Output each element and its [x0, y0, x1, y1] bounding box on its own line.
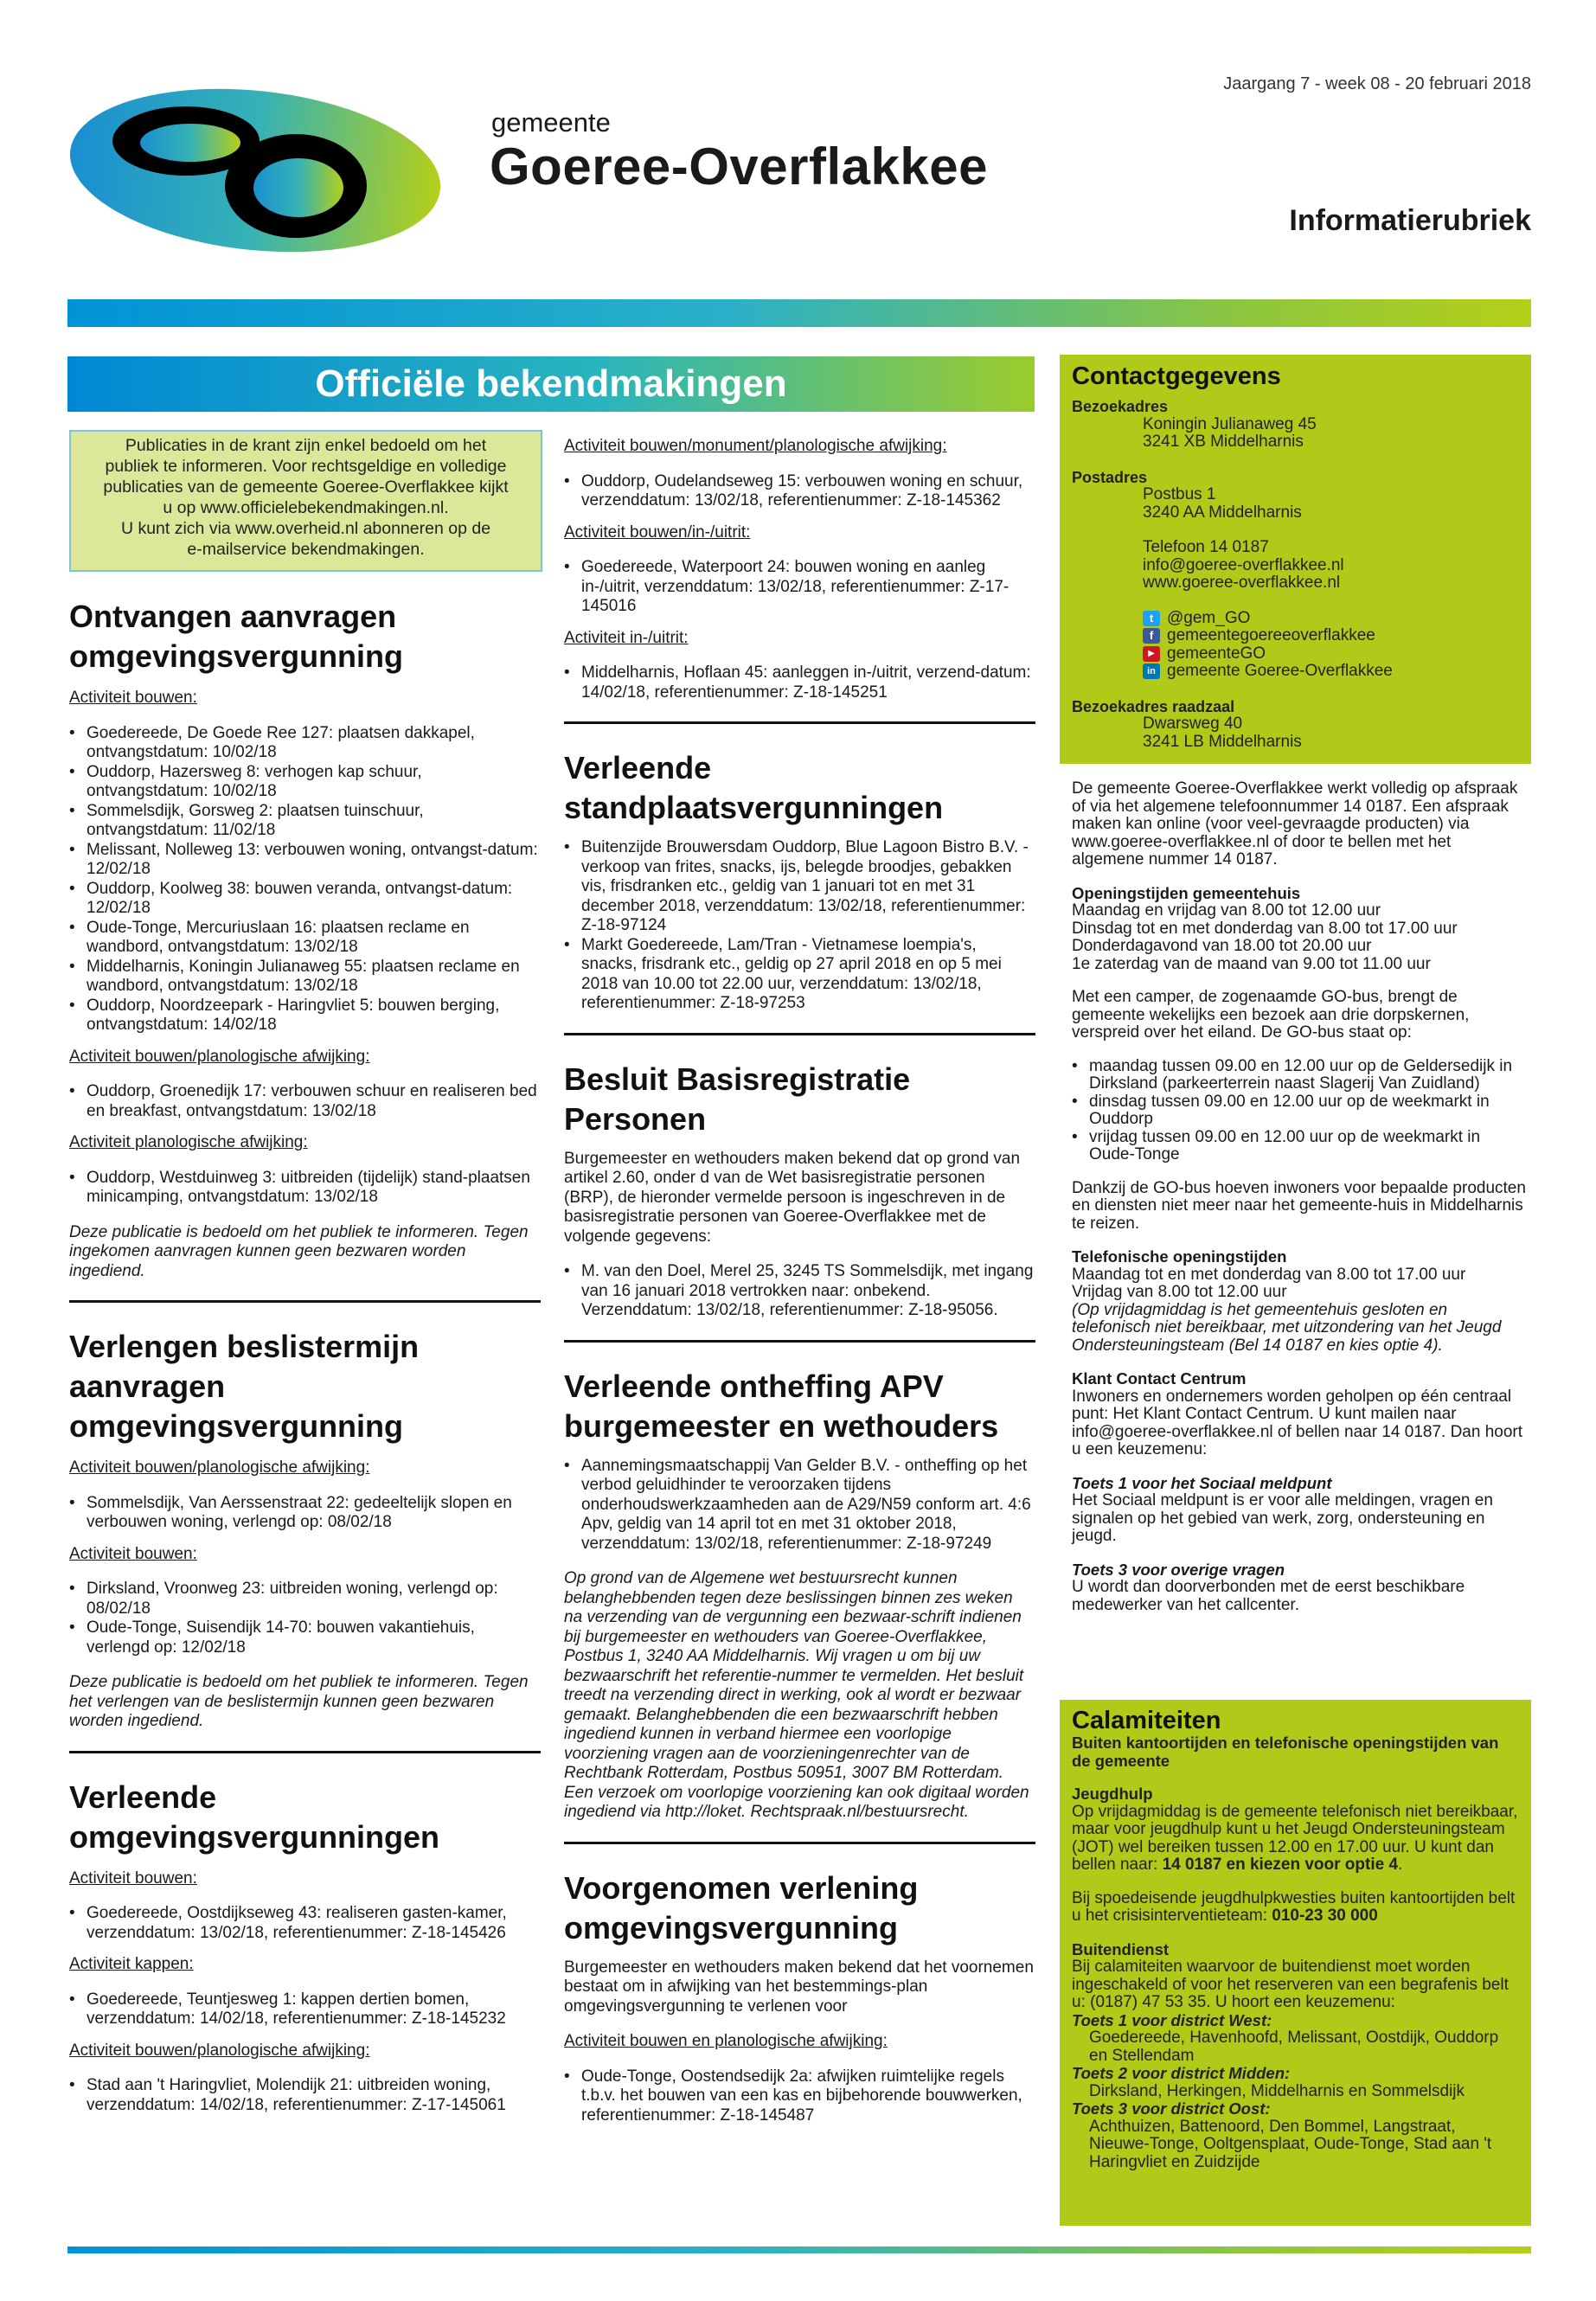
youtube-icon: ▶ [1143, 646, 1160, 662]
list-item: • Goedereede, Waterpoort 24: bouwen woning en aanleg in-/uitrit, verzenddatum: 13/02/18, referentienummer: Z-17-145016 [564, 558, 1035, 617]
bottom-gradient-bar [67, 2247, 1531, 2253]
section-note: Op grond van de Algemene wet bestuursrecht kunnen belanghebbenden tegen deze beslissingen binnen zes weken na verzending van de vergunning een bezwaar-schrift indienen bij burgemeester en wethouders van Goeree-Overflakkee, Postbus 1, 3240 AA Middelharnis. Wij vragen u om bij uw bezwaarschrift het referentie-nummer te vermelden. Het besluit treedt na verzending direct in werking, ook al wordt er bezwaar gemaakt. Belanghebbenden die een bezwaarschrift hebben ingediend kunnen in verband hiermee een voorlopige voorziening vragen aan de voorzieningenrechter van de Rechtbank Rotterdam, Postbus 50951, 3007 BM Rotterdam. Een verzoek om voorlopige voorziening kan ook digitaal worden ingediend via http://loket. Rechtspraak.nl/bestuursrecht. [564, 1569, 1029, 1821]
list-item: • Ouddorp, Hazersweg 8: verhogen kap schuur, ontvangstdatum: 10/02/18 [69, 763, 541, 802]
info-paragraph: Met een camper, de zogenaamde GO-bus, brengt de gemeente wekelijks een bezoek aan drie dorpskernen, verspreid over het eiland. De GO-bus staat op: [1072, 988, 1470, 1042]
activity-label: Activiteit planologische afwijking: [69, 1133, 308, 1151]
list-item: • Sommelsdijk, Gorsweg 2: plaatsen tuinschuur, ontvangstdatum: 11/02/18 [69, 802, 541, 841]
address-line: 3240 AA Middelharnis [1143, 503, 1302, 522]
application-list [69, 724, 541, 1035]
list-item: • Goedereede, De Goede Ree 127: plaatsen dakkapel, ontvangstdatum: 10/02/18 [69, 724, 541, 763]
section-heading: Verleende standplaatsvergunningen [564, 750, 944, 825]
social-linkedin[interactable] [1072, 663, 1519, 681]
district-list: Goedereede, Havenhoofd, Melissant, Oostdijk, Ouddorp en Stellendam [1089, 2029, 1499, 2065]
notice-line: U kunt zich via www.overheid.nl abonneren op de [120, 519, 491, 538]
district-list: Achthuizen, Battenoord, Den Bommel, Langstraat, Nieuwe-Tonge, Ooltgensplaat, Oude-Tonge, Stad aan 't Haringvliet en Zuidzijde [1089, 2117, 1492, 2171]
list-item: • Ouddorp, Westduinweg 3: uitbreiden (tijdelijk) stand-plaatsen minicamping, ontvangstdatum: 13/02/18 [69, 1169, 541, 1208]
notice-line: publiek te informeren. Voor rechtsgeldige en volledige [105, 457, 507, 476]
social-youtube[interactable] [1072, 645, 1519, 663]
brand-prefix: gemeente [491, 107, 611, 138]
emergency-box [1060, 1700, 1531, 2226]
activity-label: Activiteit bouwen/planologische afwijking: [69, 1458, 370, 1477]
facebook-icon: f [1143, 628, 1160, 644]
column-left [69, 597, 541, 2115]
address-line: 3241 LB Middelharnis [1143, 732, 1302, 751]
crisis-text [1072, 1890, 1519, 1926]
website-link[interactable]: www.goeree-overflakkee.nl [1143, 574, 1341, 592]
list-item: • Middelharnis, Koningin Julianaweg 55: plaatsen reclame en wandbord, ontvangstdatum: 13/02/18 [69, 958, 541, 997]
district-heading: Toets 2 voor district Midden: [1072, 2064, 1291, 2082]
divider [69, 1751, 541, 1753]
linkedin-icon: in [1143, 663, 1160, 679]
emergency-subtitle: Buiten kantoortijden en telefonische openingstijden van de gemeente [1072, 1734, 1499, 1770]
section-heading: Verleende ontheffing APV burgemeester en wethouders [564, 1368, 999, 1444]
social-label: @gem_GO [1167, 608, 1251, 627]
section-body: Burgemeester en wethouders maken bekend dat op grond van artikel 2.60, onder d van de Wet basisregistratie personen (BRP), de hieronder vermelde persoon is ingeschreven in de basisregistratie personen van Goeree-Overflakkee met de volgende gegevens: [564, 1149, 1021, 1246]
field-service-heading: Buitendienst [1072, 1939, 1170, 1958]
social-twitter[interactable] [1072, 610, 1519, 628]
list-item: • Melissant, Nolleweg 13: verbouwen woning, ontvangst-datum: 12/02/18 [69, 841, 541, 880]
option-heading: Toets 1 voor het Sociaal meldpunt [1072, 1473, 1332, 1492]
list-item: • Ouddorp, Oudelandseweg 15: verbouwen woning en schuur, verzenddatum: 13/02/18, referentienummer: Z-18-145362 [564, 472, 1035, 511]
twitter-icon: t [1143, 611, 1160, 626]
address-line: Koningin Julianaweg 45 [1143, 414, 1317, 433]
address-line: 3241 XB Middelharnis [1143, 433, 1304, 451]
contact-title: Contactgegevens [1072, 362, 1281, 390]
youth-help-text: Op vrijdagmiddag is de gemeente telefonisch niet bereikbaar, maar voor jeugdhulp kunt u het Jeugd Ondersteuningsteam (JOT) wel bereiken tussen 12.00 en 17.00 uur. U kunt dan bellen naar: 14 0187 en kiezen voor optie 4. [1072, 1802, 1518, 1874]
activity-label: Activiteit bouwen/monument/planologische afwijking: [564, 437, 947, 455]
district-heading: Toets 3 voor district Oost: [1072, 2099, 1271, 2118]
field-service-text: Bij calamiteiten waarvoor de buitendienst moet worden ingeschakeld of voor het reserveren van een begrafenis belt u: (0187) 47 53 35. U hoort een keuzemenu: [1072, 1958, 1509, 2011]
hours-line: Maandag en vrijdag van 8.00 tot 12.00 uur [1072, 901, 1381, 920]
municipality-logo [69, 74, 450, 260]
hours-line: Maandag tot en met donderdag van 8.00 tot 17.00 uur [1072, 1265, 1466, 1284]
notice-line: u op www.officielebekendmakingen.nl. [163, 498, 449, 517]
phone-hours-heading: Telefonische openingstijden [1072, 1247, 1287, 1266]
publication-notice [69, 430, 542, 572]
list-item: • M. van den Doel, Merel 25, 3245 TS Sommelsdijk, met ingang van 16 januari 2018 vertrokken naar: onbekend. Verzenddatum: 13/02/18, referentienummer: Z-18-95056. [564, 1262, 1035, 1321]
contact-info-text [1072, 780, 1526, 1630]
info-paragraph: De gemeente Goeree-Overflakkee werkt volledig op afspraak of via het algemene telefoonnummer 14 0187. Een afspraak maken kan online (voor veel-gevraagde producten) via www.goeree-overflakkee.nl of door te bellen met het algemene nummer 14 0187. [1072, 779, 1518, 868]
issue-date: Jaargang 7 - week 08 - 20 februari 2018 [1223, 74, 1531, 93]
list-item: • Sommelsdijk, Van Aerssenstraat 22: gedeeltelijk slopen en verbouwen woning, verlengd op: 08/02/18 [69, 1494, 541, 1533]
info-paragraph: Dankzij de GO-bus hoeven inwoners voor bepaalde producten en diensten niet meer naar het gemeente-huis in Middelharnis te reizen. [1072, 1178, 1526, 1233]
list-item: • vrijdag tussen 09.00 en 12.00 uur op de weekmarkt in Oude-Tonge [1072, 1129, 1526, 1164]
list-item: • Ouddorp, Koolweg 38: bouwen veranda, ontvangst-datum: 12/02/18 [69, 880, 541, 919]
emergency-title: Calamiteiten [1072, 1707, 1221, 1734]
section-heading: Verlengen beslistermijn aanvragen omgevingsvergunning [69, 1329, 420, 1444]
contact-box [1060, 355, 1531, 764]
divider [564, 721, 1035, 724]
notice-line: e-mailservice bekendmakingen. [187, 540, 425, 559]
top-gradient-bar [67, 299, 1531, 327]
phone-number: Telefoon 14 0187 [1143, 538, 1269, 556]
section-body: Burgemeester en wethouders maken bekend dat het voornemen bestaat om in afwijking van het bestemmings-plan omgevingsvergunning te verlenen voor [564, 1958, 1034, 2016]
activity-label: Activiteit bouwen/in-/uitrit: [564, 522, 751, 542]
activity-label: Activiteit bouwen: [69, 689, 197, 707]
activity-label: Activiteit bouwen/planologische afwijking: [69, 2041, 370, 2060]
address-line: Dwarsweg 40 [1143, 715, 1243, 733]
hours-line: 1e zaterdag van de maand van 9.00 tot 11.00 uur [1072, 954, 1431, 973]
email-link[interactable]: info@goeree-overflakkee.nl [1143, 555, 1344, 574]
info-paragraph: Het Sociaal meldpunt is er voor alle meldingen, vragen en signalen op het gebied van werk, zorg, ondersteuning en jeugd. [1072, 1491, 1493, 1545]
info-paragraph: Inwoners en ondernemers worden geholpen op één centraal punt: Het Klant Contact Centrum. U kunt mailen naar info@goeree-overflakkee.nl of bellen naar 14 0187. Dan hoort u een keuzemenu: [1072, 1387, 1523, 1458]
social-label: gemeente Goeree-Overflakkee [1167, 662, 1393, 680]
address-line: Postbus 1 [1143, 485, 1216, 503]
list-item: • Ouddorp, Noordzeepark - Haringvliet 5: bouwen berging, ontvangstdatum: 14/02/18 [69, 997, 541, 1035]
list-item: • Dirksland, Vroonweg 23: uitbreiden woning, verlengd op: 08/02/18 [69, 1580, 541, 1618]
info-paragraph: U wordt dan doorverbonden met de eerst beschikbare medewerker van het callcenter. [1072, 1578, 1465, 1614]
social-facebook[interactable] [1072, 627, 1519, 645]
list-item: • Oude-Tonge, Suisendijk 14-70: bouwen vakantiehuis, verlengd op: 12/02/18 [69, 1618, 541, 1657]
list-item: • Ouddorp, Groenedijk 17: verbouwen schuur en realiseren bed en breakfast, ontvangstdatum: 13/02/18 [69, 1082, 541, 1121]
section-label: Informatierubriek [1289, 204, 1531, 237]
divider [69, 1300, 541, 1303]
list-item: • dinsdag tussen 09.00 en 12.00 uur op de weekmarkt in Ouddorp [1072, 1093, 1526, 1129]
section-heading: Verleende omgevingsvergunningen [69, 1779, 440, 1855]
list-item: • Markt Goedereede, Lam/Tran - Vietnamese loempia's, snacks, frisdrank etc., geldig op 27 april 2018 en op 5 mei 2018 van 10.00 tot 22.00 uur, verzenddatum: 13/02/18, referentienummer: Z-18-97253 [564, 936, 1035, 1014]
list-item: • maandag tussen 09.00 en 12.00 uur op de Geldersedijk in Dirksland (parkeerterrein naast Slagerij Van Zuidland) [1072, 1058, 1526, 1093]
list-item: • Middelharnis, Hoflaan 45: aanleggen in-/uitrit, verzend-datum: 14/02/18, referentienummer: Z-18-145251 [564, 663, 1035, 702]
list-item: • Oude-Tonge, Oostendsedijk 2a: afwijken ruimtelijke regels t.b.v. het bouwen van een kas en bijbehorende bouwwerken, referentienummer: Z-18-145487 [564, 2067, 1035, 2126]
section-heading: Ontvangen aanvragen omgevingsvergunning [69, 599, 404, 674]
section-note: Deze publicatie is bedoeld om het publiek te informeren. Tegen ingekomen aanvragen kunnen geen bezwaren worden ingediend. [69, 1222, 529, 1280]
activity-label: Activiteit bouwen en planologische afwijking: [564, 2032, 888, 2050]
opening-hours-heading: Openingstijden gemeentehuis [1072, 883, 1301, 902]
activity-label: Activiteit bouwen: [69, 1544, 197, 1563]
postal-address-label: Postadres [1072, 468, 1148, 486]
section-heading: Besluit Basisregistratie Personen [564, 1061, 911, 1137]
divider [564, 1842, 1035, 1844]
list-item: • Buitenzijde Brouwersdam Ouddorp, Blue Lagoon Bistro B.V. - verkoop van frites, snacks, ijs, belegde broodjes, gebakken vis, frisdranken etc., geldig van 1 januari tot en met 31 december 2018, verzenddatum: 13/02/18, referentienummer: Z-18-97124 [564, 838, 1035, 936]
section-heading: Voorgenomen verlening omgevingsvergunning [564, 1869, 919, 1945]
visit-address-label: Bezoekadres [1072, 398, 1169, 415]
youth-help-body: Op vrijdagmiddag is de gemeente telefonisch niet bereikbaar, maar voor jeugdhulp kunt u het Jeugd Ondersteuningsteam (JOT) wel bereiken tussen 12.00 en 17.00 uur. U kunt dan bellen naar: [1072, 1802, 1518, 1874]
hours-line: Vrijdag van 8.00 tot 12.00 uur [1072, 1283, 1287, 1301]
info-note: (Op vrijdagmiddag is het gemeentehuis gesloten en telefonisch niet bereikbaar, met uitzondering van het Jeugd Ondersteuningsteam (Bel 14 0187 en kies optie 4). [1072, 1300, 1502, 1355]
social-label: gemeentegoereeoverflakkee [1167, 626, 1375, 644]
page-title: Officiële bekendmakingen [67, 356, 1035, 412]
list-item: • Oude-Tonge, Mercuriuslaan 16: plaatsen reclame en wandbord, ontvangstdatum: 13/02/18 [69, 919, 541, 958]
hours-line: Dinsdag tot en met donderdag van 8.00 tot 17.00 uur [1072, 919, 1458, 938]
crisis-body: Bij spoedeisende jeugdhulpkwesties buiten kantoortijden belt u het crisisinterventieteam: [1072, 1888, 1516, 1925]
notice-line: Publicaties in de krant zijn enkel bedoeld om het [125, 436, 487, 455]
activity-label: Activiteit in-/uitrit: [564, 628, 689, 647]
youth-help-heading: Jeugdhulp [1072, 1785, 1153, 1803]
activity-label: Activiteit bouwen: [69, 1868, 197, 1888]
list-item: • Goedereede, Oostdijkseweg 43: realiseren gasten-kamer, verzenddatum: 13/02/18, referentienummer: Z-18-145426 [69, 1904, 541, 1943]
kcc-heading: Klant Contact Centrum [1072, 1369, 1247, 1388]
district-heading: Toets 1 voor district West: [1072, 2010, 1272, 2029]
divider [564, 1033, 1035, 1035]
activity-label: Activiteit bouwen/planologische afwijking: [69, 1047, 370, 1066]
crisis-number: 010-23 30 000 [1272, 1907, 1378, 1925]
section-note: Deze publicatie is bedoeld om het publiek te informeren. Tegen het verlengen van de beslistermijn kunnen geen bezwaren worden ingediend. [69, 1673, 529, 1730]
social-label: gemeenteGO [1167, 644, 1266, 663]
list-item: • Aannemingsmaatschappij Van Gelder B.V. - ontheffing op het verbod geluidhinder te veroorzaken tijdens onderhoudswerkzaamheden aan de A29/N59 conform art. 4:6 Apv, geldig van 14 april tot en met 31 oktober 2018, verzenddatum: 13/02/18, referentienummer: Z-18-97249 [564, 1457, 1035, 1554]
list-item: • Goedereede, Teuntjesweg 1: kappen dertien bomen, verzenddatum: 14/02/18, referentienummer: Z-18-145232 [69, 1990, 541, 2029]
council-address-label: Bezoekadres raadzaal [1072, 697, 1235, 715]
youth-help-number: 14 0187 en kiezen voor optie 4 [1162, 1856, 1399, 1874]
list-item: • Stad aan 't Haringvliet, Molendijk 21: uitbreiden woning, verzenddatum: 14/02/18, referentienummer: Z-17-145061 [69, 2076, 541, 2115]
brand-name: Goeree-Overflakkee [490, 138, 989, 195]
notice-line: publicaties van de gemeente Goeree-Overflakkee kijkt [103, 478, 509, 497]
option-heading: Toets 3 voor overige vragen [1072, 1560, 1285, 1579]
column-middle [564, 437, 1035, 2125]
divider [564, 1340, 1035, 1343]
activity-label: Activiteit kappen: [69, 1955, 194, 1973]
district-list: Dirksland, Herkingen, Middelharnis en Sommelsdijk [1089, 2081, 1465, 2100]
hours-line: Donderdagavond van 18.00 tot 20.00 uur [1072, 937, 1372, 955]
